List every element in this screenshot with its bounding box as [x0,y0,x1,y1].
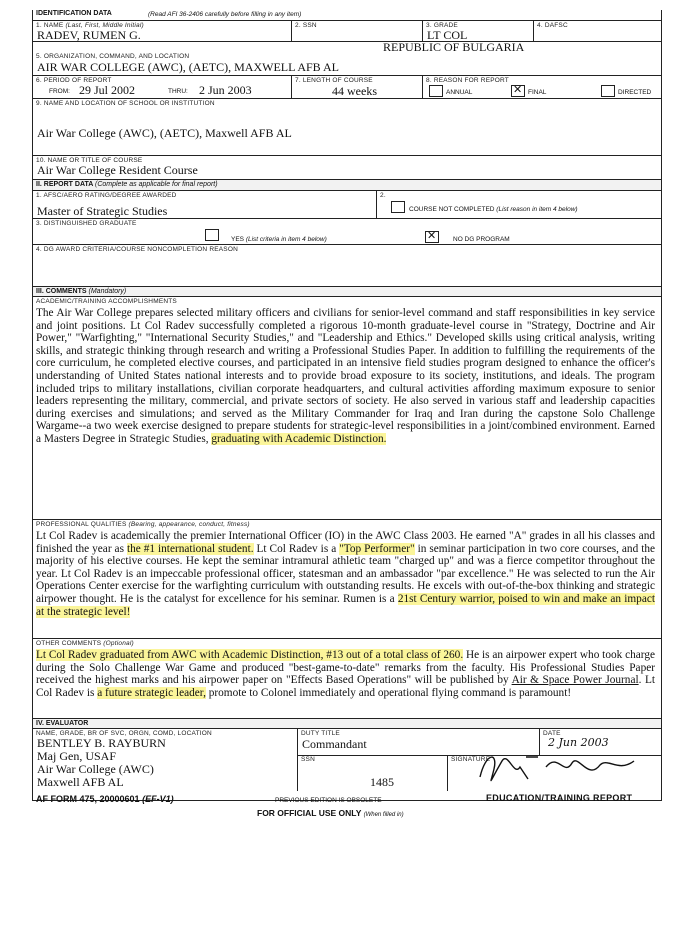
training-report-form [32,10,662,801]
duty-label: DUTY TITLE [301,730,340,737]
no-dg-checkbox[interactable] [425,231,439,243]
period-label: 6. PERIOD OF REPORT [36,77,112,84]
afsc-value[interactable]: Master of Strategic Studies [37,204,168,218]
reason-cell [422,76,662,99]
duty-value[interactable]: Commandant [302,737,367,751]
professional-qualities-block [33,519,661,639]
row-organization [33,41,661,74]
not-completed-checkbox[interactable] [391,201,405,213]
no-dg-label: NO DG PROGRAM [453,236,510,243]
fouo-notice: FOR OFFICIAL USE ONLY (When filled in) [257,808,404,818]
dafsc-label: 4. DAFSC [537,22,568,29]
academic-label: ACADEMIC/TRAINING ACCOMPLISHMENTS [36,298,177,305]
other-label: OTHER COMMENTS (Optional) [36,640,134,647]
other-highlight-1: Lt Col Radev graduated from AWC with Academic Distinction, #13 out of a total class of 260. [36,649,464,661]
evaluator-title: IV. EVALUATOR [36,720,89,727]
academic-accomplishments-block [33,296,661,519]
identification-data-title: IDENTIFICATION DATA [36,10,112,17]
form-id: AF FORM 475, 20000601 (EF-V1) [36,794,174,804]
row-period [33,75,661,99]
name-label: 1. NAME (Last, First, Middle Initial) [36,22,144,29]
report-data-title: II. REPORT DATA (Complete as applicable for final report) [36,181,218,188]
organization-label: 5. ORGANIZATION, COMMAND, AND LOCATION [36,53,190,60]
school-label: 9. NAME AND LOCATION OF SCHOOL OR INSTITUTION [36,100,215,107]
journal-title: Air & Space Power Journal [511,674,639,687]
reason-final-checkbox[interactable] [511,85,525,97]
evaluator-block [33,728,661,791]
checkmark-x-icon: ✕ [427,230,437,242]
date-label: DATE [543,730,561,737]
from-label: FROM: [49,88,70,95]
dafsc-cell[interactable] [533,21,662,42]
signature-cell [447,755,662,791]
dg-yes-checkbox[interactable] [205,229,219,241]
grade-cell [422,21,533,42]
prof-highlight-1: the #1 international student. [126,542,254,555]
not-completed-label: COURSE NOT COMPLETED (List reason in item 4 below) [409,206,578,213]
not-completed-cell [376,191,662,219]
dg-label: 3. DISTINGUISHED GRADUATE [36,220,137,227]
form-title: EDUCATION/TRAINING REPORT [486,793,633,803]
checkmark-x-icon: ✕ [513,84,523,96]
ssn-cell[interactable] [291,21,422,42]
reason-directed-checkbox[interactable] [601,85,615,97]
reason-final-label: FINAL [528,89,547,96]
reason-directed-label: DIRECTED [618,89,652,96]
dg-criteria-label[interactable]: 4. DG AWARD CRITERIA/COURSE NONCOMPLETION REASON [36,246,238,253]
school-value[interactable]: Air War College (AWC), (AETC), Maxwell AFB AL [37,126,292,140]
organization-value[interactable]: AIR WAR COLLEGE (AWC), (AETC), MAXWELL AFB AL [37,60,340,74]
row-course [33,155,661,180]
reason-annual-label: ANNUAL [446,89,473,96]
row-school [33,98,661,141]
professional-label: PROFESSIONAL QUALITIES (Bearing, appearance, conduct, fitness) [36,521,250,528]
country-value[interactable]: REPUBLIC OF BULGARIA [383,40,525,54]
length-value[interactable]: 44 weeks [332,84,377,98]
prof-highlight-2: "Top Performer" [339,542,415,555]
afsc-label: 1. AFSC/AERO RATING/DEGREE AWARDED [36,192,177,199]
ssn-label: 2. SSN [295,22,317,29]
item2-label: 2. [380,192,386,199]
other-comments-block [33,638,661,719]
date-value[interactable]: 2 Jun 2003 [548,736,609,749]
row-name [33,20,661,42]
evaluator-ssn-label: SSN [301,756,315,763]
prof-highlight-3: 21st Century warrior, poised to win and make an impact at the strategic level! [36,592,655,618]
row-dg-criteria [33,244,661,285]
evaluator-line-2[interactable]: Maj Gen, USAF [37,749,117,763]
comments-title: III. COMMENTS (Mandatory) [36,288,127,295]
signature-label: SIGNATURE [451,756,491,763]
obsolete-notice: PREVIOUS EDITION IS OBSOLETE [275,797,382,804]
course-label: 10. NAME OR TITLE OF COURSE [36,157,143,164]
length-label: 7. LENGTH OF COURSE [295,77,373,84]
evaluator-ssn-cell [297,755,448,791]
course-value[interactable]: Air War College Resident Course [37,163,198,177]
evaluator-line-4[interactable]: Maxwell AFB AL [37,775,124,789]
from-value[interactable]: 29 Jul 2002 [79,83,136,97]
evaluator-name-label: NAME, GRADE, BR OF SVC, ORGN, COMD, LOCATION [36,730,212,737]
length-cell [291,76,422,99]
evaluator-ssn-value[interactable]: 1485 [370,775,394,789]
thru-value[interactable]: 2 Jun 2003 [199,83,252,97]
reason-annual-checkbox[interactable] [429,85,443,97]
dg-yes-label: YES (List criteria in item 4 below) [231,236,327,243]
thru-label: THRU: [168,88,188,95]
row-distinguished-graduate [33,218,661,245]
other-highlight-2: a future strategic leader, [97,686,206,699]
identification-data-header [33,10,661,20]
academic-highlight: graduating with Academic Distinction. [211,432,387,445]
row-afsc [33,190,661,219]
professional-text[interactable]: Lt Col Radev is academically the premier International Officer (IO) in the AWC Class 2003. He earned "A" grades in all his classes and finished the year as the #1 international student. Lt Col Radev is a "Top Performer" in seminar participation in two core courses, and the majority of his elective courses. He kept the seminar intramural athletic team "charged up" and was a fierce competitor throughout the year. Lt Col Radev is an impeccable professional officer, statesman and an ambassador "par excellence." He was selected to run the Air Operations Center exercise for the warfighting curriculum with outstanding results. He excels with out-of-the-box thinking and strategic airpower thought. He is the catalyst for excellence for his seminar. Rumen is a 21st Century warrior, poised to win and make an impact at the strategic level! [36,530,656,618]
reason-label: 8. REASON FOR REPORT [426,77,509,84]
signature-drawing[interactable] [468,747,648,787]
academic-text[interactable]: The Air War College prepares selected military officers and civilians for senior-level command and staff responsibilities in key service and joint positions. Lt Col Radev successfully completed a rigorous 10-month graduate-level course in "Strategy, Doctrine and Air Power," "Warfighting," "International Security Studies," and "Leadership and Ethics." Developed skills using critical analysis, writing skills, and strategic thinking through research and writing a Professional Studies Paper. In addition to fulfilling the requirements of the core curriculum, he completed elective courses, and participated in an intensive field studies program designed to enhance the officer's understanding of United States national interests and to provide broad exposure to its society, institutions, and ideals. The program included trips to military installations, civilian corporate headquarters, and cultural activities affording maximum exposure to senior leaders representing the military, commercial, and private sectors of society. He also served in various staff and leadership capacities during exercises and simulations; and served as the Military Commander for Iraq and Iran during the capstone Solo Challenge Wargame--a two week exercise designed to prepare students for strategic-level responsibilities in a joint/combined environment. Earned a Masters Degree in Strategic Studies, graduating with Academic Distinction. [36,307,655,445]
grade-value[interactable]: LT COL [427,28,468,42]
identification-data-note: (Read AFI 36-2406 carefully before filling in any item) [148,11,302,18]
evaluator-line-3[interactable]: Air War College (AWC) [37,762,154,776]
grade-label: 3. GRADE [426,22,458,29]
evaluator-line-1[interactable]: BENTLEY B. RAYBURN [37,736,166,750]
name-value[interactable]: RADEV, RUMEN G. [37,28,141,42]
other-text[interactable]: Lt Col Radev graduated from AWC with Academic Distinction, #13 out of a total class of 260. He is an airpower expert who took charge during the Solo Challenge War Game and produced "best-game-to-date" remarks from the faculty. His Professional Studies Paper received the highest marks and his airpower paper on "Effects Based Operations" will be published by Air & Space Power Journal. Lt Col Radev is a future strategic leader, promote to Colonel immediately and operational flying command is paramount! [36,649,655,699]
